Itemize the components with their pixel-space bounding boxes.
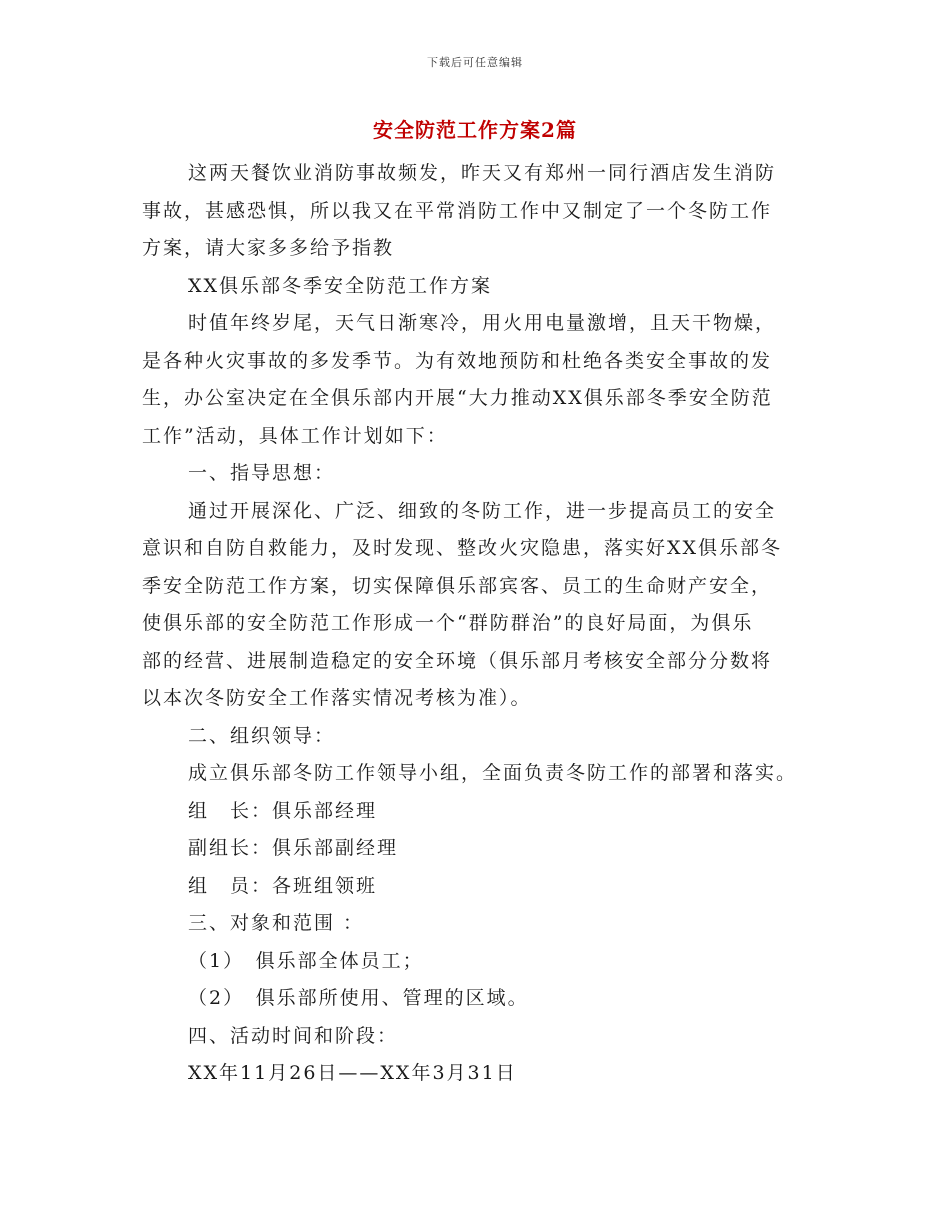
- section-heading: 三、对象和范围 ：: [188, 912, 365, 934]
- body-line: XX年11月26日——XX年3月31日: [188, 1062, 517, 1084]
- section-heading: 四、活动时间和阶段：: [188, 1024, 399, 1047]
- body-line: 部的经营、进展制造稳定的安全环境（俱乐部月考核安全部分分数将: [142, 649, 773, 672]
- body-line: 方案，请大家多多给予指教: [142, 237, 395, 259]
- header-note: 下载后可任意编辑: [427, 56, 523, 69]
- body-line: 副组长：俱乐部副经理: [188, 837, 399, 859]
- document-title: 安全防范工作方案2篇: [373, 118, 577, 142]
- document-body: [142, 155, 812, 1093]
- body-line: 这两天餐饮业消防事故频发，昨天又有郑州一同行酒店发生消防: [188, 162, 777, 184]
- body-line: 时值年终岁尾，天气日渐寒冷，用火用电量激增，且天干物燥，: [188, 312, 777, 334]
- section-heading: 一、指导思想：: [188, 462, 336, 484]
- section-heading: 二、组织领导：: [188, 724, 336, 747]
- list-item: （1） 俱乐部全体员工；: [188, 949, 424, 972]
- body-line: 以本次冬防安全工作落实情况考核为准）。: [142, 687, 532, 709]
- body-line: 生，办公室决定在全俱乐部内开展“大力推动XX俱乐部冬季安全防范: [142, 387, 773, 409]
- body-line: 事故，甚感恐惧，所以我又在平常消防工作中又制定了一个冬防工作: [142, 199, 773, 222]
- body-line: 季安全防范工作方案，切实保障俱乐部宾客、员工的生命财产安全，: [142, 574, 773, 597]
- body-line: 成立俱乐部冬防工作领导小组，全面负责冬防工作的部署和落实。: [188, 762, 798, 784]
- body-line: 工作”活动，具体工作计划如下：: [142, 424, 448, 447]
- body-line: 组 长：俱乐部经理: [188, 799, 378, 822]
- body-line: 是各种火灾事故的多发季节。为有效地预防和杜绝各类安全事故的发: [142, 349, 773, 372]
- section-subtitle: XX俱乐部冬季安全防范工作方案: [188, 274, 493, 297]
- body-line: 意识和自防自救能力，及时发现、整改火灾隐患，落实好XX俱乐部冬: [142, 537, 783, 559]
- body-line: 通过开展深化、广泛、细致的冬防工作，进一步提高员工的安全: [188, 499, 777, 522]
- body-line: 使俱乐部的安全防范工作形成一个“群防群治”的良好局面，为俱乐: [142, 612, 754, 634]
- body-line: 组 员：各班组领班: [188, 874, 378, 897]
- list-item: （2） 俱乐部所使用、管理的区域。: [188, 987, 529, 1009]
